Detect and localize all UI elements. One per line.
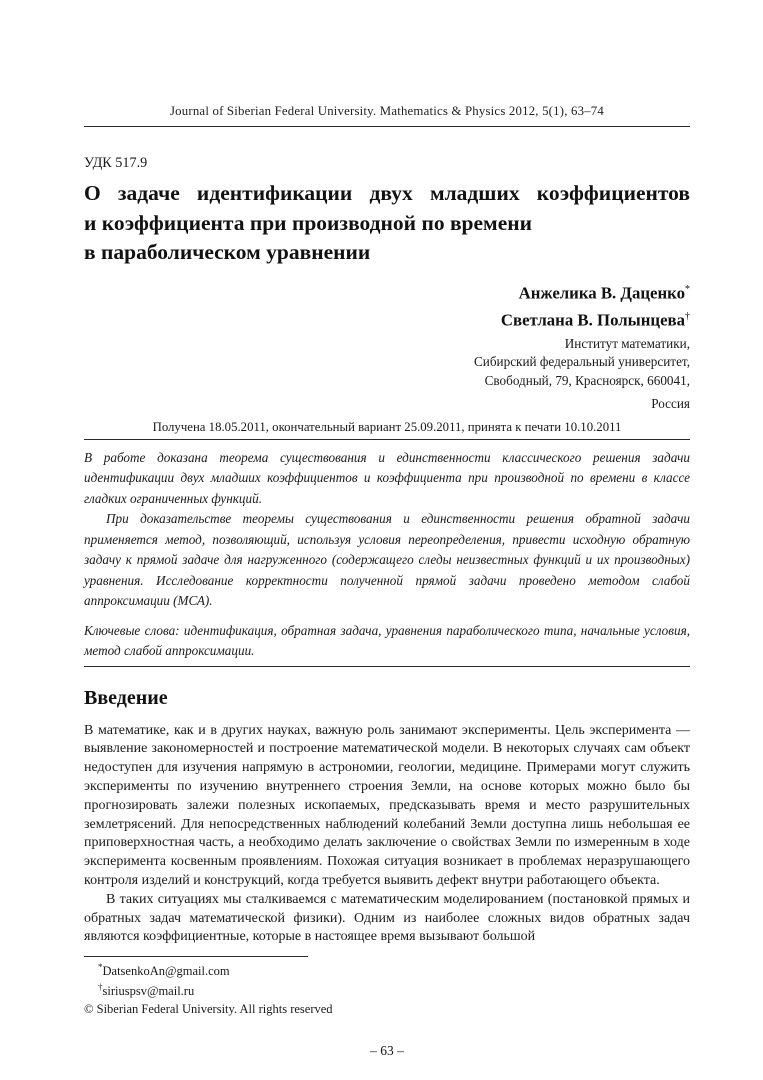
copyright-line: © Siberian Federal University. All rights reserved bbox=[84, 1002, 333, 1017]
authors-block bbox=[84, 278, 690, 414]
affiliation-block bbox=[84, 335, 690, 414]
abstract-block bbox=[84, 448, 690, 662]
affiliation-line: Институт математики, bbox=[564, 335, 690, 351]
author-footnote-marker: † bbox=[685, 311, 690, 323]
affiliation-line: Сибирский федеральный университет, bbox=[473, 354, 690, 370]
abstract-paragraph: В работе доказана теорема существования и единственности классического решения задачи идентификации двух младших коэффициентов и коэффициента при производной по времени в классе гладких ограниченных функций. bbox=[84, 449, 690, 506]
footnote-marker: * bbox=[98, 962, 103, 973]
title-line: и коэффициента при производной по времени bbox=[84, 210, 533, 235]
author-footnote-marker: * bbox=[685, 283, 690, 295]
title-line: О задаче идентификации двух младших коэффициентов bbox=[84, 181, 690, 205]
abstract-paragraph: При доказательстве теоремы существования и единственности решения обратной задачи применяется метод, позволяющий, используя условия переопределения, привести исходную обратную задачу к прямой задаче для нагруженного (содержащего следы неизвестных функций и их производных) уравнения. Исследование корректности полученной прямой задачи проведено методом слабой аппроксимации (МСА). bbox=[84, 511, 690, 609]
footnote-email: siriuspsv@mail.ru bbox=[102, 984, 195, 999]
abstract-rule-top bbox=[84, 439, 690, 440]
body-paragraph: В таких ситуациях мы сталкиваемся с математическим моделированием (постановкой прямых и обратных задач математической физики). Одним из наиболее сложных видов обратных задач являются коэффициентные, которые в настоящее время вызывают большой bbox=[84, 891, 690, 945]
author-name bbox=[84, 305, 690, 333]
title-line: в параболическом уравнении bbox=[84, 240, 371, 264]
affiliation-country: Россия bbox=[651, 396, 690, 412]
abstract-rule-bottom bbox=[84, 666, 690, 667]
footnote-rule bbox=[84, 956, 308, 957]
section-heading-introduction: Введение bbox=[84, 686, 168, 709]
footnote-email: DatsenkoAn@gmail.com bbox=[102, 964, 230, 979]
affiliation-line: Свободный, 79, Красноярск, 660041, bbox=[484, 372, 690, 388]
page-number: – 63 – bbox=[370, 1043, 404, 1059]
udc-code: УДК 517.9 bbox=[84, 155, 148, 171]
footnote-marker: † bbox=[98, 982, 103, 993]
header-rule bbox=[84, 126, 690, 127]
footnote-item bbox=[84, 980, 690, 1000]
page-content bbox=[84, 104, 690, 1059]
author-name bbox=[84, 278, 690, 306]
journal-running-header: Journal of Siberian Federal University. Mathematics & Physics 2012, 5(1), 63–74 bbox=[170, 104, 604, 118]
keywords: Ключевые слова: идентификация, обратная задача, уравнения параболического типа, начальные условия, метод слабой аппроксимации. bbox=[84, 622, 690, 659]
footnote-item bbox=[84, 960, 690, 980]
author-name-text: Анжелика В. Даценко bbox=[518, 283, 685, 303]
received-dates: Получена 18.05.2011, окончательный вариант 25.09.2011, принята к печати 10.10.2011 bbox=[152, 419, 622, 434]
author-name-text: Светлана В. Полынцева bbox=[500, 310, 685, 330]
body-paragraph: В математике, как и в других науках, важную роль занимают эксперименты. Цель эксперимента — выявление закономерностей и построение математической модели. В некоторых случаях сам объект недоступен для изучения напрямую в астрономии, геологии, медицине. Примерами могут служить эксперименты по изучению внутреннего строения Земли, на основе которых можно было бы прогнозировать залежи полезных ископаемых, предсказывать время и место разрушительных землетрясений. Для непосредственных наблюдений колебаний Земли доступна лишь небольшая ее приповерхностная часть, а необходимо делать заключение о свойствах Земли по измеренным в ходе эксперимента косвенным проявлениям. Похожая ситуация возникает в проблемах неразрушающего контроля изделий и конструкций, когда требуется выявить дефект внутри работающего объекта. bbox=[84, 722, 690, 889]
article-title bbox=[84, 179, 690, 268]
footnote-area bbox=[84, 956, 690, 1017]
